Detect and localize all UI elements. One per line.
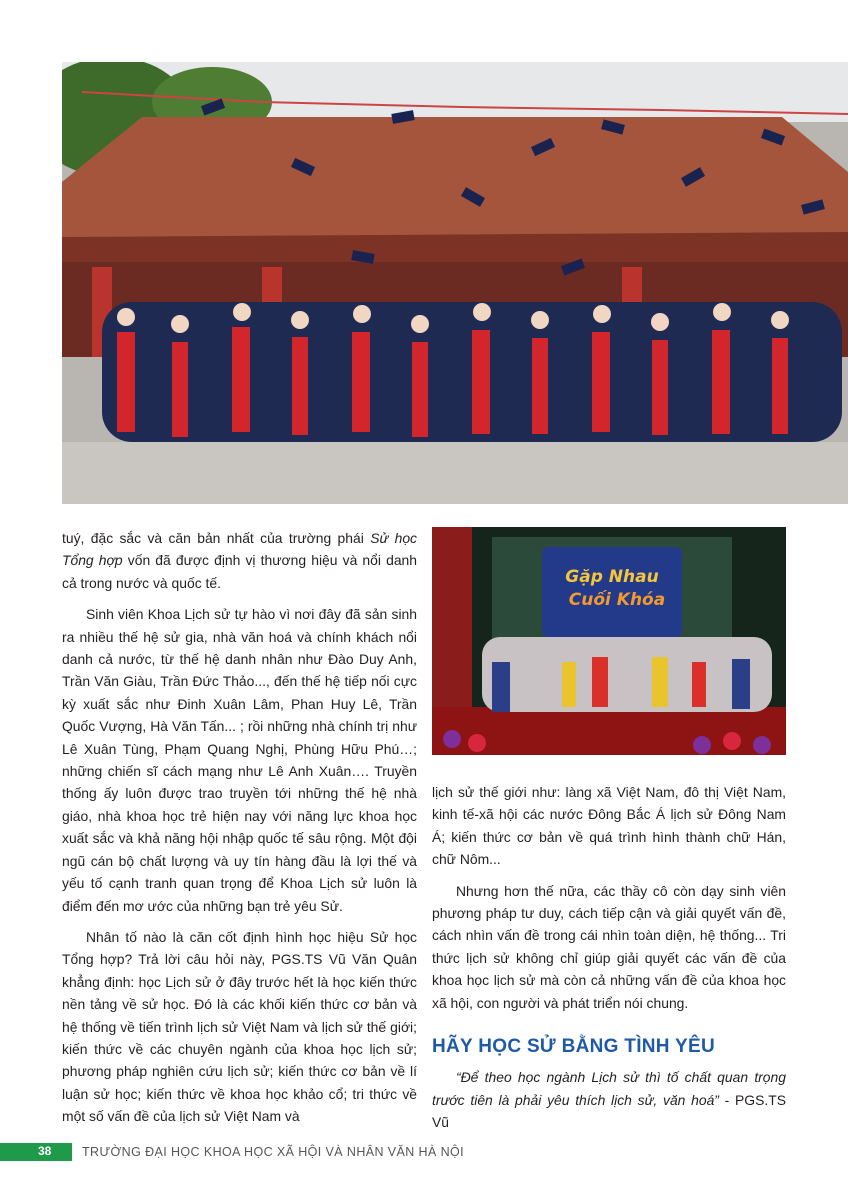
- banner-title-1: Gặp Nhau: [565, 567, 659, 587]
- quote-attribution: - PGS.TS Vũ: [432, 1091, 786, 1131]
- event-photo: [432, 527, 786, 755]
- quote-text: “Để theo học ngành Lịch sử thì tố chất quan trọng trước tiên là phải yêu thích lịch sử, văn hoá”: [432, 1069, 786, 1108]
- paragraph-text: vốn đã được định vị thương hiệu và nổi danh cả trong nước và quốc tế.: [62, 552, 417, 591]
- footer-accent-bar: [0, 1143, 72, 1161]
- paragraph-text: tuý, đặc sắc và căn bản nhất của trường phái: [62, 530, 371, 546]
- graduation-photo: [62, 62, 848, 504]
- page-footer: [0, 1143, 848, 1161]
- paragraph-intro: [62, 527, 417, 594]
- section-heading: HÃY HỌC SỬ BẰNG TÌNH YÊU: [432, 1036, 716, 1058]
- right-column: [432, 781, 786, 1143]
- paragraph-continuation: lịch sử thế giới như: làng xã Việt Nam, đô thị Việt Nam, kinh tế-xã hội các nước Đông Bắc Á lịch sử Đông Nam Á; kiến thức cơ bản về quá trình hình thành chữ Hán, chữ Nôm...: [432, 784, 786, 868]
- page-number: 38: [38, 1144, 52, 1158]
- paragraph-quote: [432, 1066, 786, 1133]
- left-column: [62, 527, 417, 1137]
- banner-title-2: Cuối Khóa: [568, 590, 666, 610]
- paragraph-history: Sinh viên Khoa Lịch sử tự hào vì nơi đây đã sản sinh ra nhiều thế hệ sử gia, nhà văn hoá và chính khách nổi danh cả nước, từ thế hệ danh nhân như Đào Duy Anh, Trần Văn Giàu, Trần Đức Thảo..., đến thế hệ tiếp nối cực kỳ xuất sắc như Đinh Xuân Lâm, Phan Huy Lê, Trần Quốc Vượng, Hà Văn Tấn... ; rồi những nhà chính trị như Lê Xuân Tùng, Phạm Quang Nghị, Phùng Hữu Phú…; những chiến sĩ cách mạng như Lê Anh Xuân…. Truyền thống ấy luôn được trao truyền tới những thế hệ nhà giáo, nhà khoa học trẻ hiện nay với năng lực khoa học xuất sắc và khả năng hội nhập quốc tế sâu rộng. Một đội ngũ cán bộ chất lượng và uy tín hàng đầu là lợi thế và yếu tố cạnh tranh quan trọng để Khoa Lịch sử luôn là điểm đến mơ ước của những bạn trẻ yêu Sử.: [62, 606, 417, 914]
- footer-title: TRƯỜNG ĐẠI HỌC KHOA HỌC XÃ HỘI VÀ NHÂN VĂN HÀ NỘI: [82, 1145, 465, 1159]
- graduation-photo-illustration: [62, 62, 848, 504]
- paragraph-core: Nhân tố nào là căn cốt định hình học hiệu Sử học Tổng hợp? Trả lời câu hỏi này, PGS.TS Vũ Văn Quân khẳng định: học Lịch sử ở đây trước hết là học kiến thức nền tảng về sử học. Đó là các khối kiến thức cơ bản và hệ thống về tiến trình lịch sử Việt Nam và lịch sử thế giới; kiến thức về các chuyên ngành của khoa học lịch sử; phương pháp nghiên cứu lịch sử; kiến thức cơ bản về lí luận sử học; kiến thức về khoa học khảo cổ; tri thức về một số vấn đề của lịch sử Việt Nam và: [62, 928, 417, 1125]
- italic-term: Sử học Tổng hợp: [62, 530, 418, 569]
- paragraph-method: Nhưng hơn thế nữa, các thầy cô còn dạy sinh viên phương pháp tư duy, cách tiếp cận và giải quyết vấn đề, cách nhìn vấn đề trong cái nhìn toàn diện, hệ thống... Tri thức lịch sử không chỉ giúp giải quyết các vấn đề của khoa học lịch sử mà còn cả những vấn đề của khoa học xã hội, con người và phát triển nói chung.: [432, 882, 786, 1011]
- event-photo-illustration: [432, 527, 786, 755]
